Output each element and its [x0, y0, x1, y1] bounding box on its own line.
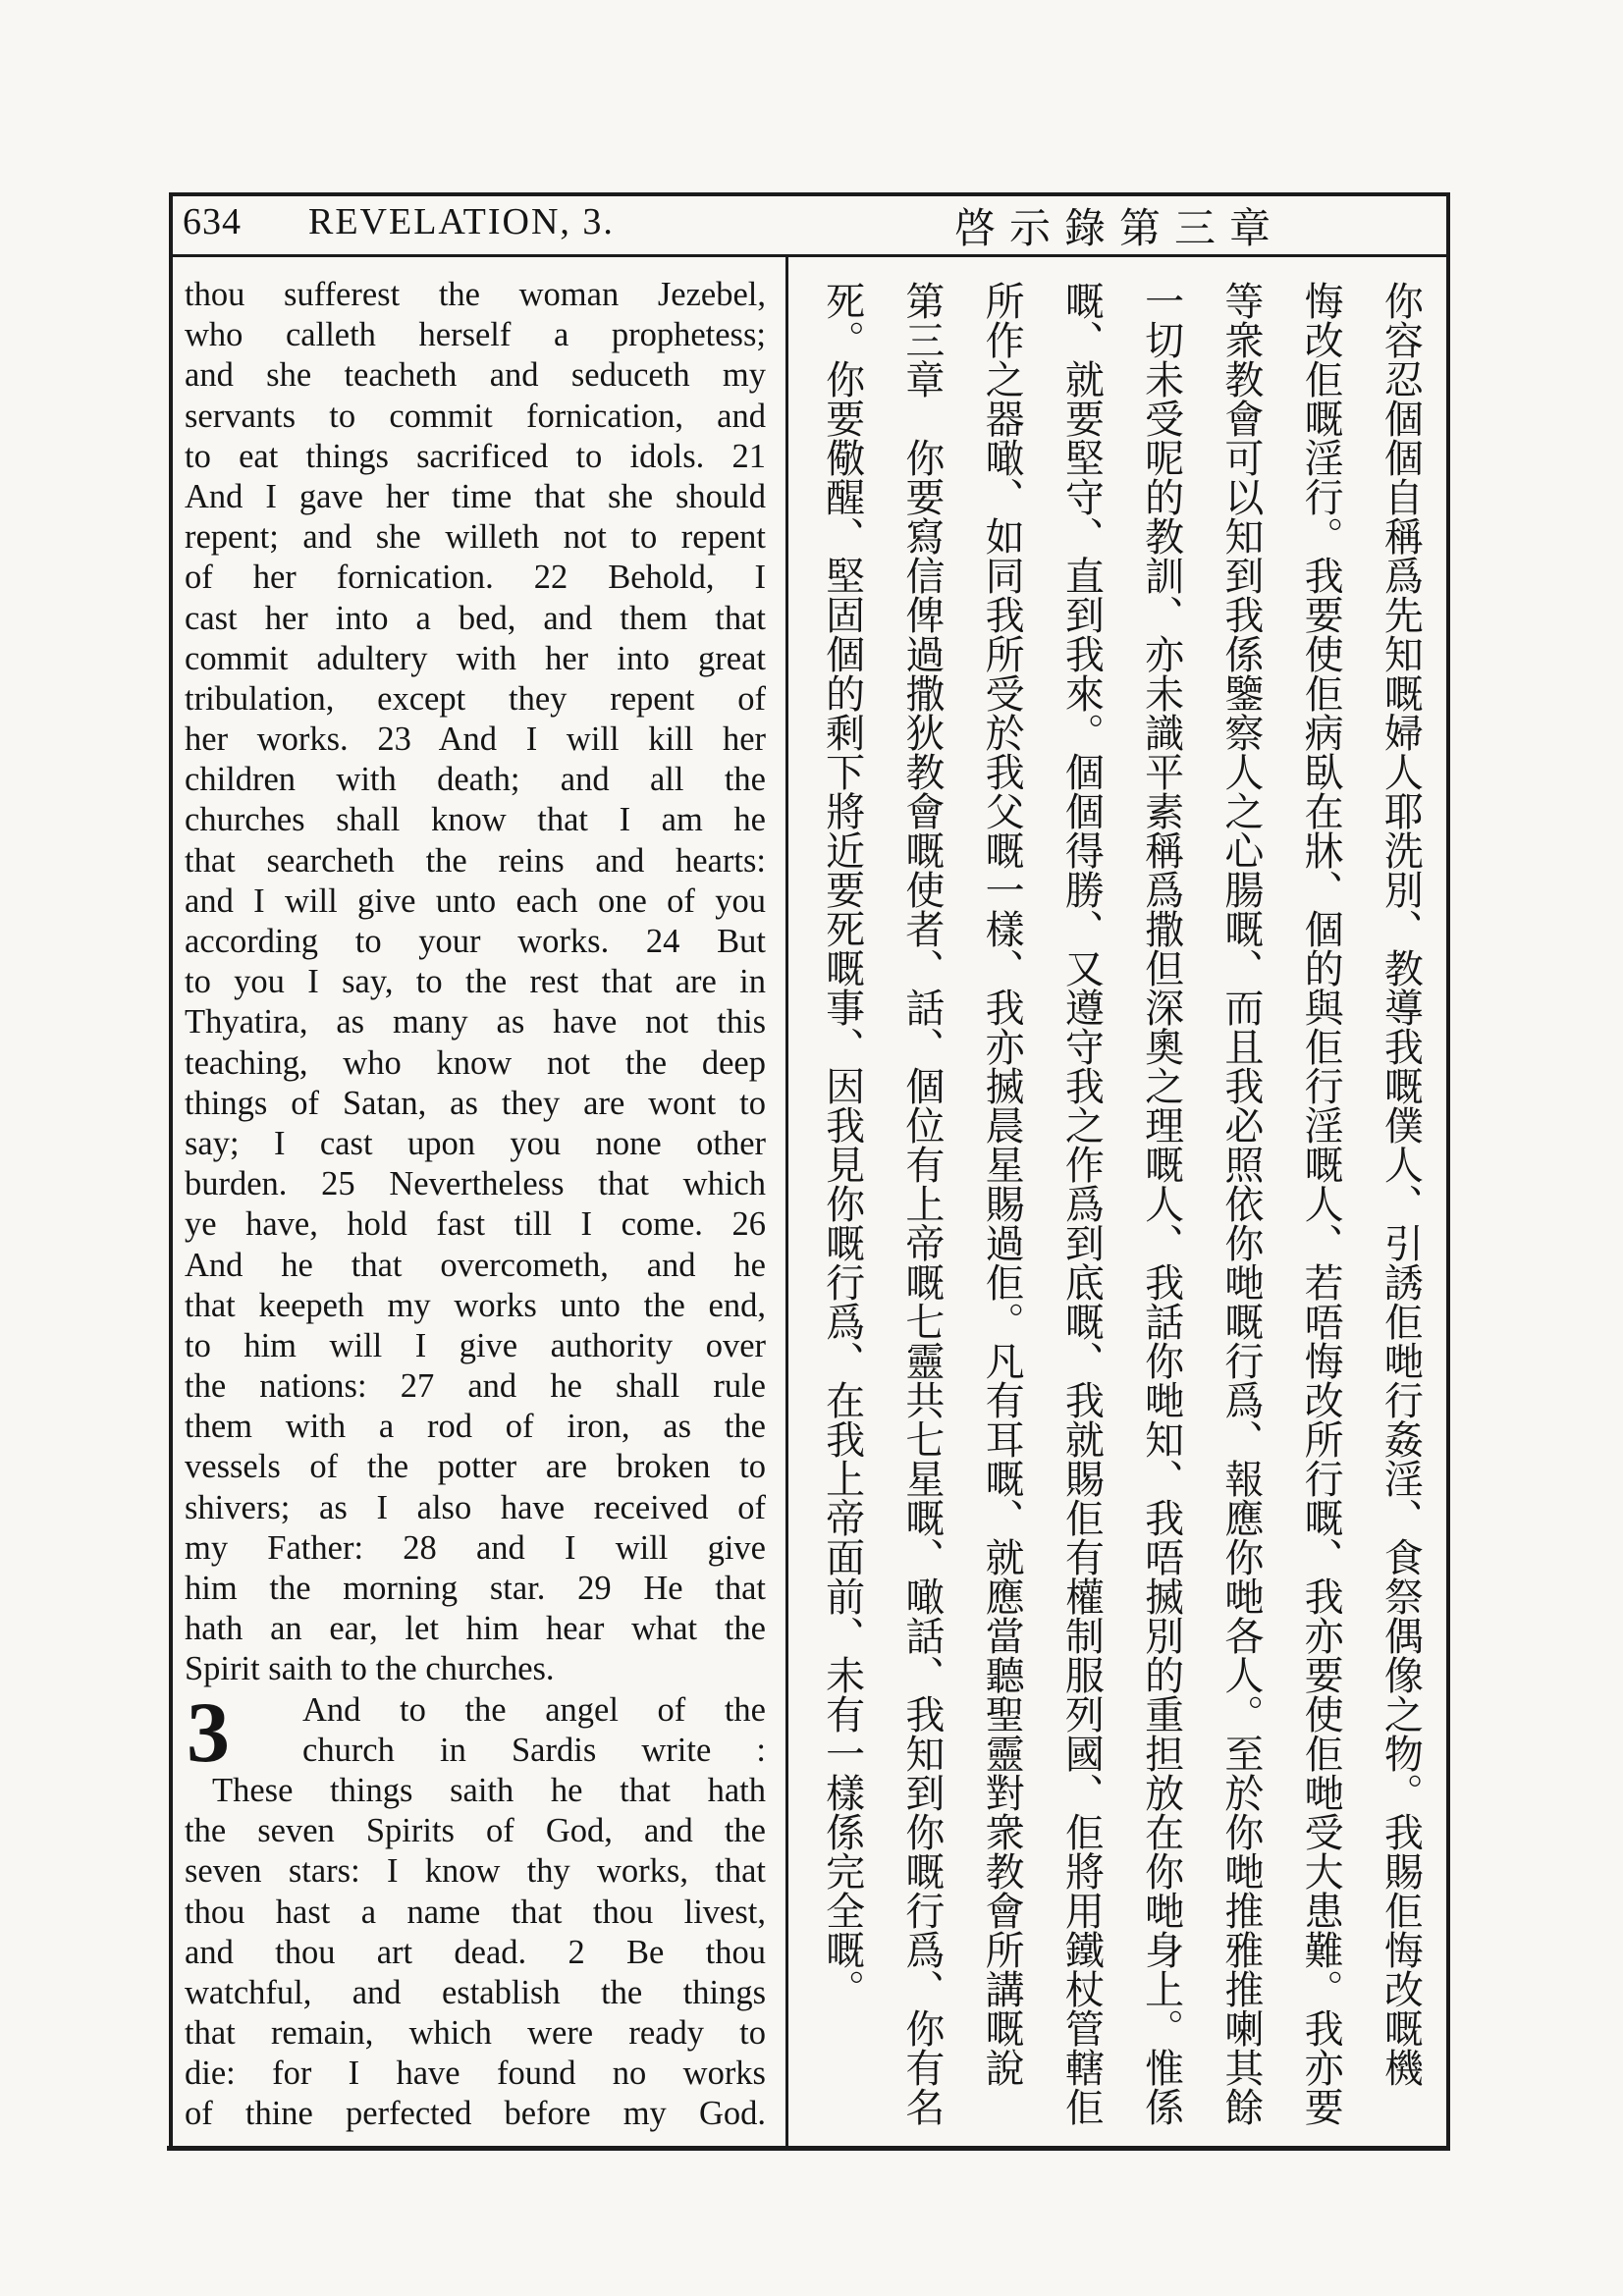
english-line: hath an ear, let him hear what the [185, 1610, 766, 1648]
english-line: that searcheth the reins and hearts: [185, 841, 766, 880]
chinese-text-column: 嘅、就要堅守、直到我來。個個得勝、又遵守我之作爲到底嘅、我就賜佢有權制服列國、佢將用鐵杖管轄佢 [1058, 281, 1105, 2126]
english-line: who calleth herself a prophetess; [185, 316, 766, 354]
english-line: them with a rod of iron, as the [185, 1408, 766, 1446]
english-line: vessels of the potter are broken to [185, 1448, 766, 1486]
english-line: burden. 25 Nevertheless that which [185, 1165, 766, 1203]
english-line: seven stars: I know thy works, that [185, 1852, 766, 1891]
english-line: And to the angel of the [302, 1690, 766, 1729]
english-line: and thou art dead. 2 Be thou [185, 1933, 766, 1971]
chinese-text-column: 你容忍個個自稱爲先知嘅婦人耶洗別、教導我嘅僕人、引誘佢哋行姦淫、食祭偶像之物。我賜佢悔改嘅機 [1378, 281, 1424, 2087]
english-line: shivers; as I also have received of [185, 1488, 766, 1526]
chapter-number: 3 [187, 1684, 230, 1781]
english-line: of thine perfected before my God. [185, 2095, 766, 2133]
chinese-column [801, 281, 1439, 2136]
english-line: of her fornication. 22 Behold, I [185, 559, 766, 597]
english-line: to you I say, to the rest that are in [185, 963, 766, 1001]
page-frame [169, 192, 1450, 2154]
english-line: Thyatira, as many as have not this [185, 1003, 766, 1041]
english-line: that keepeth my works unto the end, [185, 1286, 766, 1324]
chinese-text-column: 死。你要儆醒、堅固個的剩下將近要死嘅事、因我見你嘅行爲、在我上帝面前、未有一樣係完全嘅。 [819, 281, 865, 2008]
right-rule [1446, 192, 1450, 2150]
english-line: commit adultery with her into great [185, 639, 766, 677]
english-line: her works. 23 And I will kill her [185, 721, 766, 759]
english-line: ye have, hold fast till I come. 26 [185, 1205, 766, 1244]
english-line: according to your works. 24 But [185, 923, 766, 960]
english-line: and she teacheth and seduceth my [185, 356, 766, 395]
english-line: to him will I give authority over [185, 1326, 766, 1364]
english-line: And I gave her time that she should [185, 477, 766, 515]
english-line: say; I cast upon you none other [185, 1124, 766, 1162]
english-line: And he that overcometh, and he [185, 1246, 766, 1284]
english-text-before [185, 275, 766, 1690]
english-line: my Father: 28 and I will give [185, 1528, 766, 1567]
column-divider [785, 255, 788, 2148]
english-line: children with death; and all the [185, 761, 766, 799]
chinese-text-column: 第三章 你要寫信俾過撒狄教會嘅使者、話、個位有上帝嘅七靈共七星嘅、噉話、我知到你嘅行爲、你有名 [898, 281, 945, 2126]
english-line: him the morning star. 29 He that [185, 1570, 766, 1607]
english-line: These things saith he that hath [212, 1771, 766, 1809]
english-line: servants to commit fornication, and [185, 397, 766, 435]
english-line: repent; and she willeth not to repent [185, 518, 766, 557]
english-line: churches shall know that I am he [185, 801, 766, 839]
chinese-text-column: 等衆教會可以知到我係鑒察人之心腸嘅、而且我必照依你哋嘅行爲、報應你哋各人。至於你哋推雅推喇其餘 [1217, 281, 1264, 2126]
english-column [185, 275, 766, 2135]
english-line: to eat things sacrificed to idols. 21 [185, 437, 766, 475]
english-line: cast her into a bed, and them that [185, 599, 766, 637]
page-number: 634 [183, 201, 242, 242]
english-line: the nations: 27 and he shall rule [185, 1367, 766, 1406]
english-line: die: for I have found no works [185, 2055, 766, 2093]
english-text-after [185, 1771, 766, 2135]
chapter-start [185, 1684, 766, 1781]
english-line: that remain, which were ready to [185, 2014, 766, 2053]
english-line: teaching, who know not the deep [185, 1043, 766, 1082]
english-line: church in Sardis write : [302, 1731, 766, 1769]
english-line: Spirit saith to the churches. [185, 1650, 555, 1688]
chinese-text-column: 一切未受呢的教訓、亦未識平素稱爲撒但深奧之理嘅人、我話你哋知、我唔搣別的重担放在你哋身上。惟係 [1138, 281, 1184, 2126]
chinese-text-column: 悔改佢嘅淫行。我要使佢病臥在牀、個的與佢行淫嘅人、若唔悔改所行嘅、我亦要使佢哋受大患難。我亦要 [1298, 281, 1344, 2126]
english-line: watchful, and establish the things [185, 1973, 766, 2011]
bottom-rule [167, 2146, 1450, 2151]
english-line: things of Satan, as they are wont to [185, 1084, 766, 1122]
english-line: the seven Spirits of God, and the [185, 1812, 766, 1850]
english-line: thou sufferest the woman Jezebel, [185, 276, 766, 313]
english-line: thou hast a name that thou livest, [185, 1893, 766, 1931]
running-head-english: REVELATION, 3. [308, 201, 615, 242]
english-line: and I will give unto each one of you [185, 881, 766, 920]
left-rule [169, 192, 173, 2150]
english-line: tribulation, except they repent of [185, 679, 766, 718]
running-head-chinese: 啓示錄第三章 [954, 204, 1285, 252]
chinese-text-column: 所作之器噉、如同我所受於我父嘅一樣、我亦搣晨星賜過佢。凡有耳嘅、就應當聽聖靈對衆教會所講嘅說 [979, 281, 1025, 2087]
